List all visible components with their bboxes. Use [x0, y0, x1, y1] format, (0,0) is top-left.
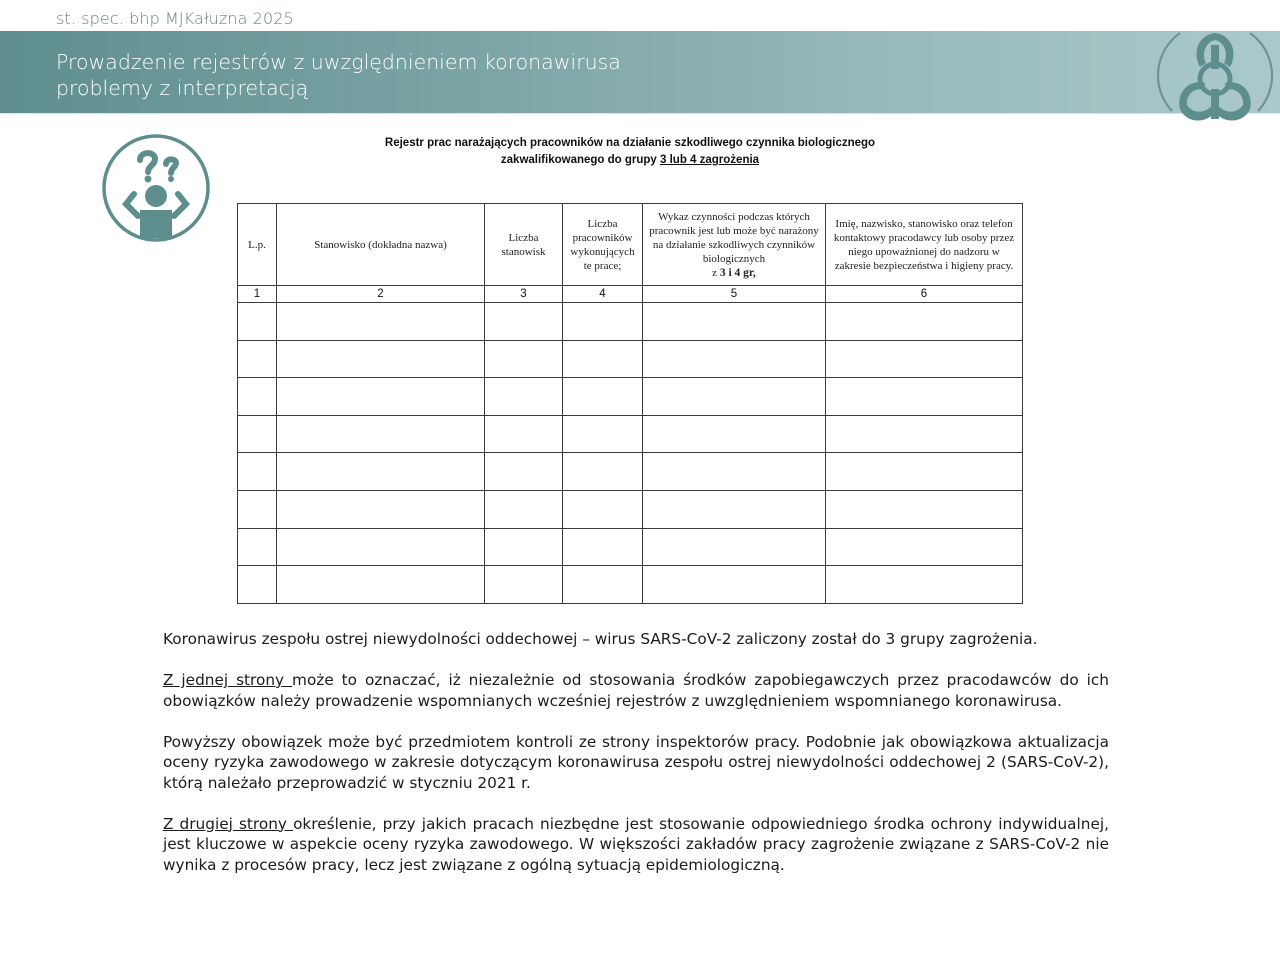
col-header-kontakt: Imię, nazwisko, stanowisko oraz telefon kontaktowy pracodawcy lub osoby przez niego upoważnionej do nadzoru w zakresie bezpieczeństwa i higieny pracy.: [826, 204, 1023, 286]
author-credit: st. spec. bhp MJKałużna 2025: [56, 9, 294, 28]
register-title-underlined: 3 lub 4 zagrożenia: [660, 154, 760, 166]
table-cell: [826, 340, 1023, 378]
table-cell: [277, 490, 485, 528]
table-cell: [826, 453, 1023, 491]
register-title-line-2: [330, 152, 930, 169]
column-number-row: [238, 286, 1023, 303]
table-cell: [563, 566, 643, 604]
col-header-liczba-pracownikow: Liczba pracowników wykonujących te prace;: [563, 204, 643, 286]
paragraph-3: Powyższy obowiązek może być przedmiotem kontroli ze strony inspektorów pracy. Podobnie jak obowiązkowa aktualizacja oceny ryzyka zawodowego w zakresie dotyczącym koronawirusa zespołu ostrej niewydolności oddechowej 2 (SARS-CoV-2), którą należało przeprowadzić w styczniu 2021 r.: [163, 732, 1109, 792]
col-header-liczba-stanowisk: Liczba stanowisk: [485, 204, 563, 286]
body-text: [163, 629, 1109, 896]
table-cell: [826, 303, 1023, 341]
page-title: [56, 49, 621, 101]
table-row: [238, 303, 1023, 341]
table-row: [238, 415, 1023, 453]
col-header-wykaz-prefix: z: [712, 266, 720, 279]
table-cell: [277, 378, 485, 416]
col-number: 5: [643, 286, 826, 303]
table-cell: [643, 566, 826, 604]
register-title: [330, 135, 930, 169]
table-cell: [563, 303, 643, 341]
col-header-wykaz-text: Wykaz czynności podczas których pracownik jest lub może być narażony na działanie szkodliwych czynników biologicznych: [649, 210, 819, 265]
table-cell: [238, 566, 277, 604]
paragraph-2-text: może to oznaczać, iż niezależnie od stosowania środków zapobiegawczych przez pracodawców do ich obowiązków należy prowadzenie wspomnianych wcześniej rejestrów z uwzględnieniem wspomnianego koronawirusa.: [163, 671, 1109, 710]
table-cell: [826, 378, 1023, 416]
header-band: [0, 31, 1280, 114]
table-cell: [277, 415, 485, 453]
paragraph-4-lead: Z drugiej strony: [163, 814, 294, 833]
table-cell: [643, 378, 826, 416]
table-cell: [238, 490, 277, 528]
table-cell: [485, 415, 563, 453]
table-cell: [643, 415, 826, 453]
table-row: [238, 378, 1023, 416]
table-cell: [238, 415, 277, 453]
table-cell: [826, 528, 1023, 566]
table-cell: [277, 566, 485, 604]
table-cell: [826, 415, 1023, 453]
table-cell: [277, 303, 485, 341]
table-cell: [563, 528, 643, 566]
col-header-wykaz-czynnosci: [643, 204, 826, 286]
table-cell: [238, 340, 277, 378]
table-cell: [563, 415, 643, 453]
table-row: [238, 340, 1023, 378]
col-number: 6: [826, 286, 1023, 303]
table-cell: [485, 378, 563, 416]
table-cell: [277, 340, 485, 378]
table-row: [238, 490, 1023, 528]
col-header-wykaz-bold: 3 i 4 gr,: [719, 266, 756, 279]
register-table: [237, 203, 1023, 604]
table-cell: [563, 378, 643, 416]
table-cell: [563, 340, 643, 378]
col-number: 1: [238, 286, 277, 303]
table-cell: [643, 340, 826, 378]
table-cell: [563, 490, 643, 528]
register-title-prefix: zakwalifikowanego do grupy: [500, 154, 661, 166]
page-title-line-1: Prowadzenie rejestrów z uwzględnieniem koronawirusa: [56, 50, 621, 74]
table-cell: [485, 490, 563, 528]
table-cell: [563, 453, 643, 491]
table-cell: [485, 453, 563, 491]
paragraph-4: [163, 814, 1109, 876]
table-cell: [238, 528, 277, 566]
table-row: [238, 528, 1023, 566]
table-cell: [238, 303, 277, 341]
table-header-row: [238, 204, 1023, 286]
table-cell: [485, 303, 563, 341]
paragraph-2: [163, 670, 1109, 711]
table-cell: [277, 528, 485, 566]
table-cell: [643, 490, 826, 528]
col-number: 2: [277, 286, 485, 303]
confused-person-icon: [100, 132, 212, 244]
table-cell: [826, 566, 1023, 604]
paragraph-2-lead: Z jednej strony: [163, 671, 293, 689]
register-title-line-1: Rejestr prac narażających pracowników na działanie szkodliwego czynnika biologicznego: [384, 137, 876, 149]
table-cell: [643, 453, 826, 491]
table-row: [238, 566, 1023, 604]
table-cell: [826, 490, 1023, 528]
table-cell: [277, 453, 485, 491]
paragraph-1: Koronawirus zespołu ostrej niewydolności oddechowej – wirus SARS-CoV-2 zaliczony został do 3 grupy zagrożenia.: [163, 630, 1038, 648]
col-number: 4: [563, 286, 643, 303]
col-number: 3: [485, 286, 563, 303]
biohazard-icon: [1150, 27, 1280, 123]
table-cell: [643, 528, 826, 566]
table-row: [238, 453, 1023, 491]
table-cell: [485, 566, 563, 604]
paragraph-4-text: określenie, przy jakich pracach niezbędne jest stosowanie odpowiedniego środka ochrony indywidualnej, jest kluczowe w aspekcie oceny ryzyka zawodowego. W większości zakładów pracy zagrożenie związane z SARS-CoV-2 nie wynika z procesów pracy, lecz jest związane z ogólną sytuacją epidemiologiczną.: [163, 814, 1109, 874]
page-title-line-2: problemy z interpretacją: [56, 76, 309, 100]
col-header-stanowisko: Stanowisko (dokładna nazwa): [277, 204, 485, 286]
table-cell: [485, 340, 563, 378]
table-cell: [485, 528, 563, 566]
table-cell: [643, 303, 826, 341]
table-cell: [238, 453, 277, 491]
table-cell: [238, 378, 277, 416]
col-header-lp: L.p.: [238, 204, 277, 286]
